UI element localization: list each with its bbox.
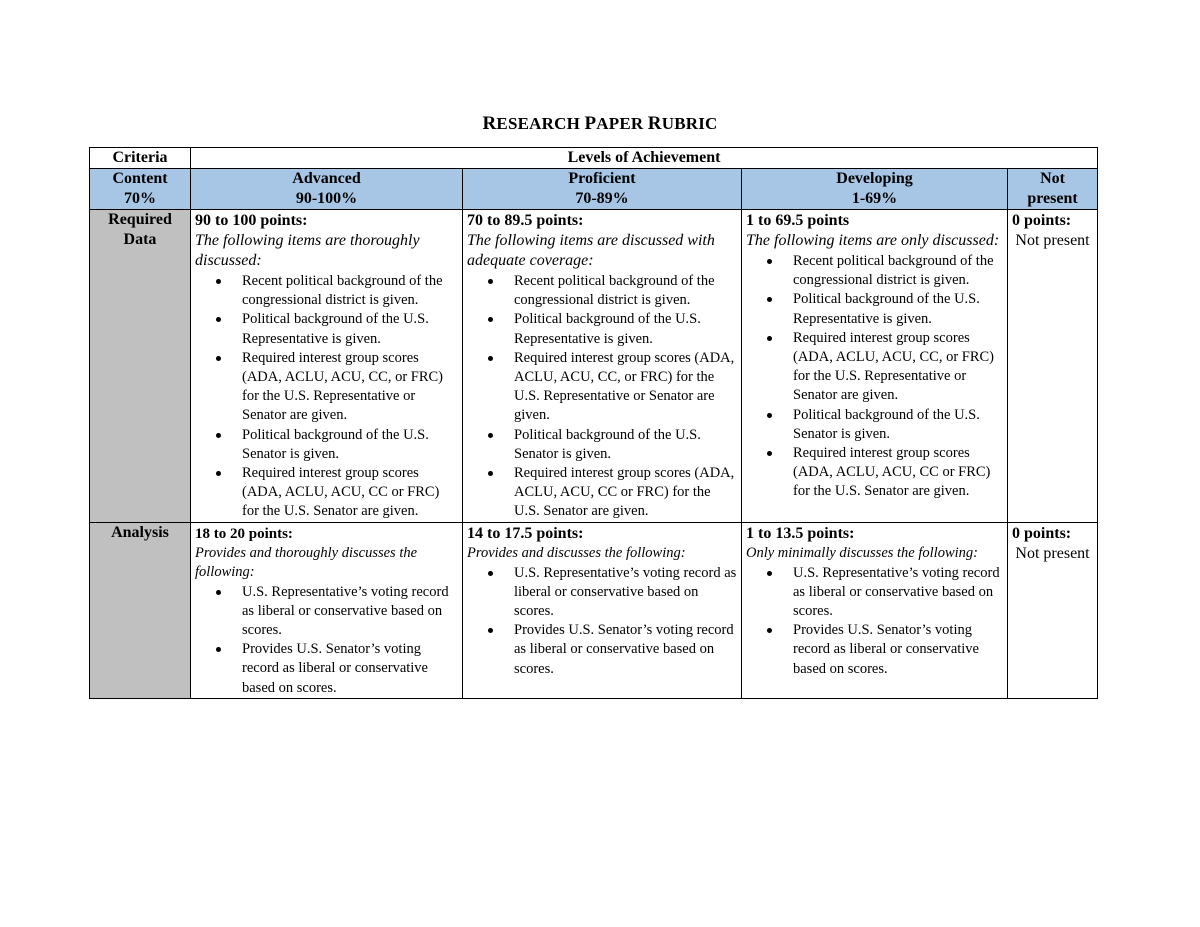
points-label: 18 to 20 points:: [195, 525, 293, 542]
level-range: 90-100%: [295, 190, 358, 207]
points-label: 1 to 13.5 points:: [746, 524, 855, 542]
list-item: Political background of the U.S. Senator is given.: [514, 426, 737, 464]
list-item: Required interest group scores (ADA, ACLU, ACU, CC or FRC) for the U.S. Senator are given.: [242, 464, 458, 522]
level-names-row: [90, 169, 1098, 210]
level-range: 70-89%: [575, 190, 629, 207]
cell-intro: The following items are thoroughly discussed:: [195, 232, 420, 269]
list-item: Political background of the U.S. Representative is given.: [793, 290, 1003, 328]
list-item: U.S. Representative’s voting record as liberal or conservative based on scores.: [793, 564, 1003, 622]
cell-intro: The following items are discussed with adequate coverage:: [467, 232, 715, 269]
criteria-list: [195, 583, 458, 698]
table-header-row: [90, 148, 1098, 169]
rubric-cell: [191, 210, 463, 523]
level-developing: [742, 169, 1008, 210]
list-item: Required interest group scores (ADA, ACLU, ACU, CC, or FRC) for the U.S. Representative or Senator are given.: [514, 349, 737, 426]
criteria-list: [467, 564, 737, 679]
rubric-cell: [742, 210, 1008, 523]
cell-intro: Only minimally discusses the following:: [746, 544, 978, 561]
list-item: Required interest group scores (ADA, ACLU, ACU, CC, or FRC) for the U.S. Representative or Senator are given.: [793, 329, 1003, 406]
page-title: [0, 113, 1200, 135]
not-present-text: Not present: [1015, 232, 1090, 249]
criteria-list: [467, 272, 737, 522]
criterion-analysis: Analysis: [90, 522, 191, 698]
content-label: Content: [112, 170, 168, 187]
list-item: Recent political background of the congressional district is given.: [793, 252, 1003, 290]
rubric-cell: [463, 210, 742, 523]
level-name: Not present: [1027, 170, 1078, 207]
rubric-table: [89, 147, 1098, 699]
cell-intro: Provides and thoroughly discusses the following:: [195, 544, 418, 580]
levels-header: Levels of Achievement: [191, 148, 1098, 169]
cell-intro: The following items are only discussed:: [746, 232, 1000, 249]
list-item: Required interest group scores (ADA, ACLU, ACU, CC, or FRC) for the U.S. Representative or Senator are given.: [242, 349, 458, 426]
rubric-cell: [742, 522, 1008, 698]
list-item: Provides U.S. Senator’s voting record as liberal or conservative based on scores.: [793, 621, 1003, 679]
content-percent: 70%: [124, 190, 156, 207]
list-item: Political background of the U.S. Senator is given.: [242, 426, 458, 464]
level-name: Developing: [836, 170, 913, 187]
cell-intro: Provides and discusses the following:: [467, 544, 686, 561]
criteria-list: [195, 272, 458, 522]
table-row: [90, 522, 1098, 698]
criteria-header: Criteria: [90, 148, 191, 169]
points-label: 0 points:: [1012, 524, 1072, 542]
title-initial: R: [647, 113, 662, 134]
title-word-rest: UBRIC: [661, 114, 718, 133]
criterion-required-data: Required Data: [90, 210, 191, 523]
list-item: Provides U.S. Senator’s voting record as liberal or conservative based on scores.: [242, 640, 458, 698]
level-range: 1-69%: [851, 190, 898, 207]
rubric-cell: [191, 522, 463, 698]
level-name: Proficient: [568, 170, 636, 187]
level-not-present: [1008, 169, 1098, 210]
list-item: Required interest group scores (ADA, ACLU, ACU, CC or FRC) for the U.S. Senator are given.: [793, 444, 1003, 502]
level-name: Advanced: [292, 170, 361, 187]
rubric-cell-not-present: [1008, 210, 1098, 523]
points-label: 70 to 89.5 points:: [467, 212, 584, 229]
criteria-list: [746, 564, 1003, 679]
list-item: Recent political background of the congressional district is given.: [514, 272, 737, 310]
rubric-cell: [463, 522, 742, 698]
table-row: [90, 210, 1098, 523]
list-item: Political background of the U.S. Representative is given.: [242, 310, 458, 348]
points-label: 14 to 17.5 points:: [467, 524, 584, 542]
title-initial: P: [584, 113, 597, 134]
points-label: 0 points:: [1012, 212, 1072, 229]
criteria-list: [746, 252, 1003, 502]
title-word-rest: APER: [596, 114, 644, 133]
list-item: U.S. Representative’s voting record as liberal or conservative based on scores.: [242, 583, 458, 641]
content-header-cell: [90, 169, 191, 210]
level-proficient: [463, 169, 742, 210]
title-word-rest: ESEARCH: [496, 114, 580, 133]
list-item: Provides U.S. Senator’s voting record as liberal or conservative based on scores.: [514, 621, 737, 679]
level-advanced: [191, 169, 463, 210]
list-item: Recent political background of the congressional district is given.: [242, 272, 458, 310]
title-initial: R: [482, 113, 497, 134]
list-item: U.S. Representative’s voting record as liberal or conservative based on scores.: [514, 564, 737, 622]
points-label: 90 to 100 points:: [195, 212, 308, 229]
list-item: Political background of the U.S. Senator is given.: [793, 406, 1003, 444]
list-item: Political background of the U.S. Representative is given.: [514, 310, 737, 348]
rubric-cell-not-present: [1008, 522, 1098, 698]
not-present-text: Not present: [1015, 544, 1090, 562]
list-item: Required interest group scores (ADA, ACLU, ACU, CC or FRC) for the U.S. Senator are given.: [514, 464, 737, 522]
points-label: 1 to 69.5 points: [746, 212, 850, 229]
